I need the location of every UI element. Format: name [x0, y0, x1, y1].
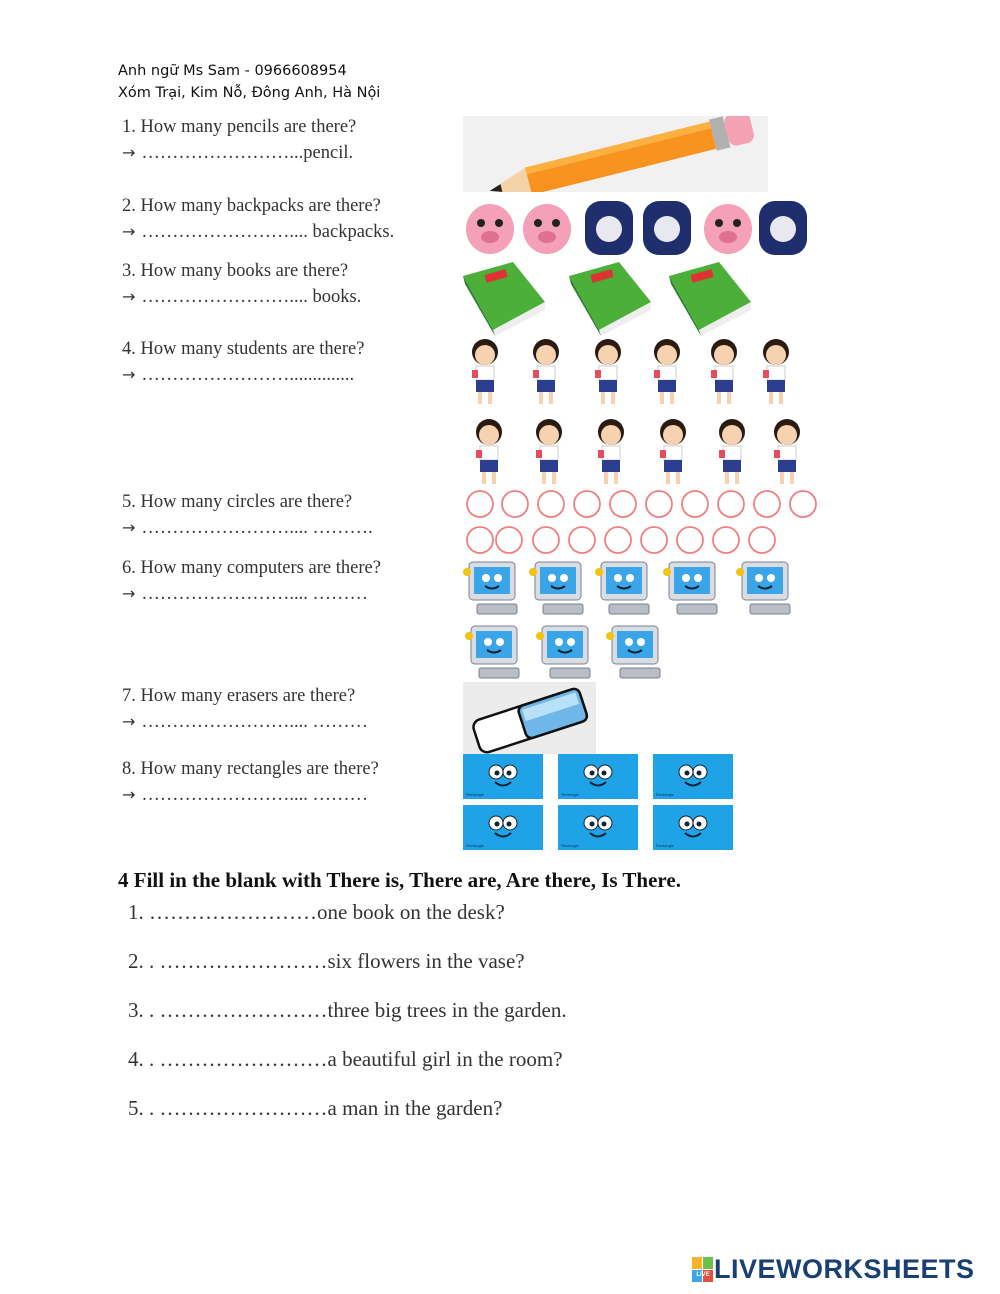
student-icon — [533, 339, 559, 404]
pencil-icon — [463, 116, 768, 192]
computer-icon — [529, 562, 583, 614]
student-icon — [660, 419, 686, 484]
answer-blank[interactable]: …………………….... ……… — [141, 584, 369, 604]
book-icon — [669, 262, 751, 336]
rectangle-label: Rectangle — [656, 843, 675, 848]
arrow-icon: → — [122, 785, 136, 804]
astronaut-backpack-icon — [585, 201, 633, 255]
question-7 — [122, 683, 368, 735]
fill-item-5[interactable]: 5. . ……………………a man in the garden? — [128, 1096, 503, 1120]
student-icon — [472, 339, 498, 404]
books-row — [463, 258, 753, 341]
student-icon — [763, 339, 789, 404]
arrow-icon: → — [122, 287, 136, 306]
question-text: 8. How many rectangles are there? — [122, 759, 379, 779]
astronaut-backpack-icon — [643, 201, 691, 255]
rectangle-label: Rectangle — [466, 843, 485, 848]
question-text: 7. How many erasers are there? — [122, 686, 356, 706]
rectangle-label: Rectangle — [561, 843, 580, 848]
answer-blank[interactable]: …………………….............. — [141, 365, 355, 385]
student-icon — [598, 419, 624, 484]
book-icon — [569, 262, 651, 336]
answer-blank[interactable]: …………………….... ………. — [141, 518, 373, 538]
answer-blank[interactable]: …………………….... backpacks. — [141, 222, 395, 242]
backpacks-row — [463, 193, 813, 264]
arrow-icon: → — [122, 143, 136, 162]
question-6 — [122, 555, 381, 607]
rectangle-label: Rectangle — [466, 792, 485, 797]
rectangle-label: Rectangle — [656, 792, 675, 797]
eraser-icon — [463, 682, 596, 754]
logo-badge-text: LIVE — [696, 1271, 710, 1278]
question-text: 6. How many computers are there? — [122, 558, 381, 578]
answer-blank[interactable]: …………………….... ……… — [141, 712, 369, 732]
pig-backpack-icon — [704, 204, 752, 254]
student-icon — [536, 419, 562, 484]
question-text: 2. How many backpacks are there? — [122, 196, 381, 216]
answer-blank[interactable]: …………………….... books. — [141, 287, 362, 307]
student-icon — [654, 339, 680, 404]
pig-backpack-icon — [466, 204, 514, 254]
student-icon — [711, 339, 737, 404]
arrow-icon: → — [122, 222, 136, 241]
liveworksheets-logo — [692, 1254, 975, 1285]
question-text: 4. How many students are there? — [122, 339, 365, 359]
question-3 — [122, 258, 361, 310]
arrow-icon: → — [122, 365, 136, 384]
fill-item-4[interactable]: 4. . ……………………a beautiful girl in the room? — [128, 1047, 563, 1071]
circles-grid — [463, 489, 823, 555]
student-icon — [719, 419, 745, 484]
header-line-2: Xóm Trại, Kim Nỗ, Đông Anh, Hà Nội — [118, 85, 381, 101]
pig-backpack-icon — [523, 204, 571, 254]
question-2 — [122, 193, 394, 245]
logo-badge-icon — [692, 1257, 714, 1283]
question-text: 3. How many books are there? — [122, 261, 349, 281]
question-4 — [122, 336, 364, 388]
computer-icon — [465, 626, 519, 678]
section-4-title: 4 Fill in the blank with There is, There are, Are there, Is There. — [118, 868, 681, 892]
astronaut-backpack-icon — [759, 201, 807, 255]
header-line-1: Anh ngữ Ms Sam - 0966608954 — [118, 63, 347, 79]
computer-icon — [595, 562, 649, 614]
computer-icon — [663, 562, 717, 614]
student-icon — [595, 339, 621, 404]
computer-icon — [536, 626, 590, 678]
fill-item-3[interactable]: 3. . ……………………three big trees in the garden. — [128, 998, 567, 1022]
computers-grid — [463, 556, 808, 686]
question-text: 1. How many pencils are there? — [122, 117, 357, 137]
computer-icon — [606, 626, 660, 678]
question-8 — [122, 756, 379, 808]
fill-item-1[interactable]: 1. ……………………one book on the desk? — [128, 900, 505, 924]
student-icon — [774, 419, 800, 484]
question-1 — [122, 114, 356, 166]
computer-icon — [736, 562, 790, 614]
computer-icon — [463, 562, 517, 614]
header — [118, 60, 380, 104]
book-icon — [463, 262, 545, 336]
rectangle-label: Rectangle — [561, 792, 580, 797]
question-text: 5. How many circles are there? — [122, 492, 353, 512]
rectangles-grid — [463, 754, 735, 850]
students-grid — [463, 336, 813, 491]
student-icon — [476, 419, 502, 484]
arrow-icon: → — [122, 584, 136, 603]
question-5 — [122, 489, 373, 541]
fill-item-2[interactable]: 2. . ……………………six flowers in the vase? — [128, 949, 525, 973]
arrow-icon: → — [122, 712, 136, 731]
answer-blank[interactable]: ……………………...pencil. — [141, 143, 354, 163]
answer-blank[interactable]: …………………….... ……… — [141, 785, 369, 805]
logo-text: LIVEWORKSHEETS — [714, 1254, 975, 1284]
arrow-icon: → — [122, 518, 136, 537]
